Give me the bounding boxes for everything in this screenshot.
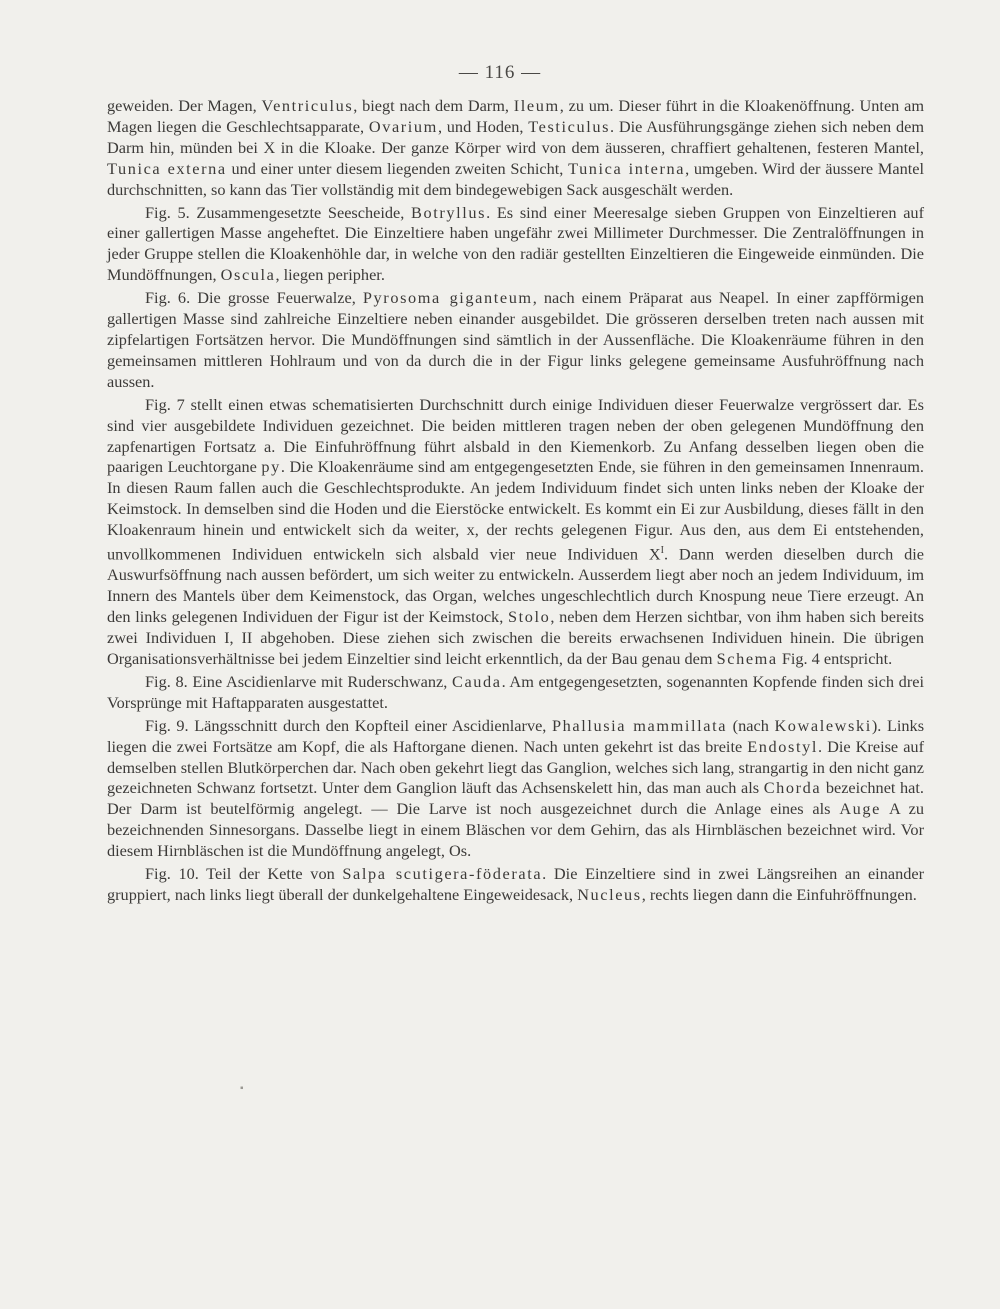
superscript: I bbox=[660, 545, 664, 557]
text-run: Fig. 6. Die grosse Feuerwalze, bbox=[145, 288, 363, 308]
spaced-term: Auge bbox=[839, 799, 881, 819]
text-run: , nach einem Präparat aus Neapel. In einer zapfförmigen gallertigen Masse sind zahlreiche Einzeltiere neben einander ausgebildet. Die grösseren derselben treten nach aussen mit zipfelartigen Fortsätzen hervor. Die Mundöffnungen sind sämtlich in der Aussenfläche. Die Kloakenräume führen in den gemeinsamen mittleren Hohlraum und von da durch die in der Figur links gelegene gemeinsame Ausfuhröffnung nach aussen. bbox=[107, 288, 925, 391]
spaced-term: Cauda bbox=[452, 671, 502, 691]
spaced-term: Kowalewski bbox=[774, 715, 872, 735]
text-run: Fig. 7 stellt einen etwas schematisierten Durchschnitt durch einige Individuen dieser Feuerwalze vergrössert dar. Es sind vier ausgebildete Individuen gezeichnet. Die beiden mittleren tragen neben der oben gelegenen Mundöffnung den zapfenartigen Fortsatz a. Die Einfuhröffnung führt alsbald in den Kiemenkorb. Zu Anfang desselben liegen oben die paarigen Leuchtorgane bbox=[107, 394, 924, 477]
text-run: . Die Einzeltiere sind in zwei Längsreihen an einander gruppiert, nach links liegt überall der dunkelgehaltene Eingeweidesack, bbox=[107, 864, 925, 904]
paragraph-fig-5 bbox=[107, 203, 924, 287]
paragraph-continuation bbox=[107, 96, 924, 201]
spaced-term: Botryllus bbox=[411, 202, 487, 222]
text-run: Fig. 9. Längsschnitt durch den Kopfteil einer Ascidienlarve, bbox=[145, 715, 552, 735]
spaced-term: py bbox=[261, 457, 281, 477]
text-run: . Es sind einer Meeresalge sieben Gruppen von Einzeltieren auf einer gallertigen Masse angeheftet. Die Einzeltiere haben ungefähr zwei Millimeter Durchmesser. Die Zentralöffnungen in jeder Gruppe stellen die Kloakenhöhle dar, in welche von den radiär gestellten Einzeltieren die Eingeweide einmünden. Die Mundöffnungen, bbox=[107, 202, 924, 285]
text-run: . Dann werden dieselben durch die Auswurfsöffnung nach aussen befördert, um sich weiter zu entwickeln. Ausserdem liegt aber noch an jedem Individuum, im Innern des Mantels über dem Keimenstock, das Organ, welches ungeschlechtlich durch Knospung neue Tiere erzeugt. An den links gelegenen Individuen der Figur ist der Keimstock, bbox=[107, 544, 924, 627]
stray-mark: ▪ bbox=[240, 1083, 244, 1094]
text-run: . Die Kloakenräume sind am entgegengesetzten Ende, sie führen in den gemeinsamen Innenraum. In diesen Raum fallen auch die Geschlechtsprodukte. An jedem Individuum findet sich unten links neben der Kloake der Keimstock. In demselben sind die Hoden und die Eierstöcke entwickelt. Es kommt ein Ei zur Ausbildung, dieses fällt in den Kloakenraum hinein und entwickelt sich da weiter, x, der rechts gelegenen Figur. Aus den, aus dem Ei entstehenden, unvollkommenen Individuen entwickeln sich alsbald vier neue Individuen X bbox=[107, 457, 924, 564]
text-run: , neben dem Herzen sichtbar, von ihm haben sich bereits zwei Individuen I, II abgehoben. Diese ziehen sich zwischen die bereits erwachsenen Individuen hinein. Die übrigen Organisationsverhältnisse bei jedem Einzeltier sind leicht erkenntlich, da der Bau genau dem bbox=[107, 607, 924, 668]
spaced-term: Oscula bbox=[220, 265, 276, 285]
spaced-term: Stolo bbox=[507, 607, 551, 627]
spaced-term: Tunica interna bbox=[568, 158, 686, 178]
text-run: Fig. 8. Eine Ascidienlarve mit Ruderschwanz, bbox=[145, 671, 452, 691]
spaced-term: Chorda bbox=[763, 778, 822, 798]
paragraph-fig-7 bbox=[107, 395, 924, 670]
spaced-term: Endostyl bbox=[747, 736, 818, 756]
text-run: und einer unter diesem liegenden zweiten Schicht, bbox=[226, 158, 569, 178]
text-run: Fig. 10. Teil der Kette von bbox=[145, 864, 343, 884]
text-run: geweiden. Der Magen, bbox=[107, 96, 262, 115]
spaced-term: Testiculus bbox=[528, 116, 611, 136]
text-run: , biegt nach dem Darm, bbox=[353, 96, 514, 115]
text-run: . Die Kreise auf demselben stellen Blutkörperchen dar. Nach oben gekehrt liegt das Ganglion, welches sich lang, strangartig in den nicht ganz gezeichneten Schwanz fortsetzt. Unter dem Ganglion läuft das Achsenskelett hin, das man auch als bbox=[107, 736, 924, 798]
text-run: A zu bezeichnenden Sinnesorgans. Dasselbe liegt in einem Bläschen vor dem Gehirn, das als Hirnbläschen bezeichnet wird. Vor diesem Hirnbläschen ist die Mundöffnung angelegt, Os. bbox=[107, 799, 925, 861]
paragraph-fig-6 bbox=[107, 288, 924, 393]
spaced-term: Phallusia mammillata bbox=[552, 715, 728, 735]
paragraph-fig-9 bbox=[107, 716, 924, 862]
text-run: Fig. 5. Zusammengesetzte Seescheide, bbox=[145, 202, 412, 222]
page-number: — 116 — bbox=[458, 62, 542, 83]
text-run: , umgeben. Wird der äussere Mantel durchschnitten, so kann das Tier vollständig mit dem bindegewebigen Sack ausgeschält werden. bbox=[107, 158, 925, 199]
text-run: , und Hoden, bbox=[437, 116, 529, 136]
spaced-term: Ventriculus bbox=[261, 96, 354, 115]
text-run: , zu um. Dieser führt in die Kloakenöffnung. Unten am Magen liegen die Geschlechtsapparate, bbox=[107, 96, 924, 136]
paragraph-fig-8 bbox=[107, 672, 924, 714]
text-run: Fig. 4 entspricht. bbox=[777, 648, 893, 668]
paragraph-fig-10 bbox=[107, 864, 924, 906]
spaced-term: Ileum bbox=[513, 96, 560, 115]
text-run: . Am entgegengesetzten, sogenannten Kopfende finden sich drei Vorsprünge mit Haftapparaten ausgestattet. bbox=[107, 671, 924, 712]
spaced-term: Salpa scutigera-föderata bbox=[342, 864, 543, 884]
text-run: ). Links liegen die zwei Fortsätze am Kopf, die als Haftorgane dienen. Nach unten gekehrt ist das breite bbox=[107, 715, 925, 756]
text-run: , rechts liegen dann die Einfuhröffnungen. bbox=[641, 884, 917, 904]
text-run: , liegen peripher. bbox=[275, 265, 385, 285]
spaced-term: Tunica externa bbox=[107, 158, 227, 178]
text-run: bezeichnet hat. Der Darm ist beutelförmig angelegt. — Die Larve ist noch ausgezeichnet durch die Anlage eines als bbox=[107, 778, 925, 819]
text-run: . Die Ausführungsgänge ziehen sich neben dem Darm hin, münden bei X in die Kloake. Der ganze Körper wird von dem äusseren, chraffiert gehaltenen, festeren Mantel, bbox=[107, 116, 924, 157]
text-run: (nach bbox=[727, 715, 775, 735]
spaced-term: Schema bbox=[716, 648, 778, 668]
spaced-term: Nucleus bbox=[577, 884, 642, 904]
body-text bbox=[107, 96, 924, 908]
spaced-term: Pyrosoma giganteum bbox=[362, 288, 533, 308]
spaced-term: Ovarium bbox=[368, 116, 438, 136]
